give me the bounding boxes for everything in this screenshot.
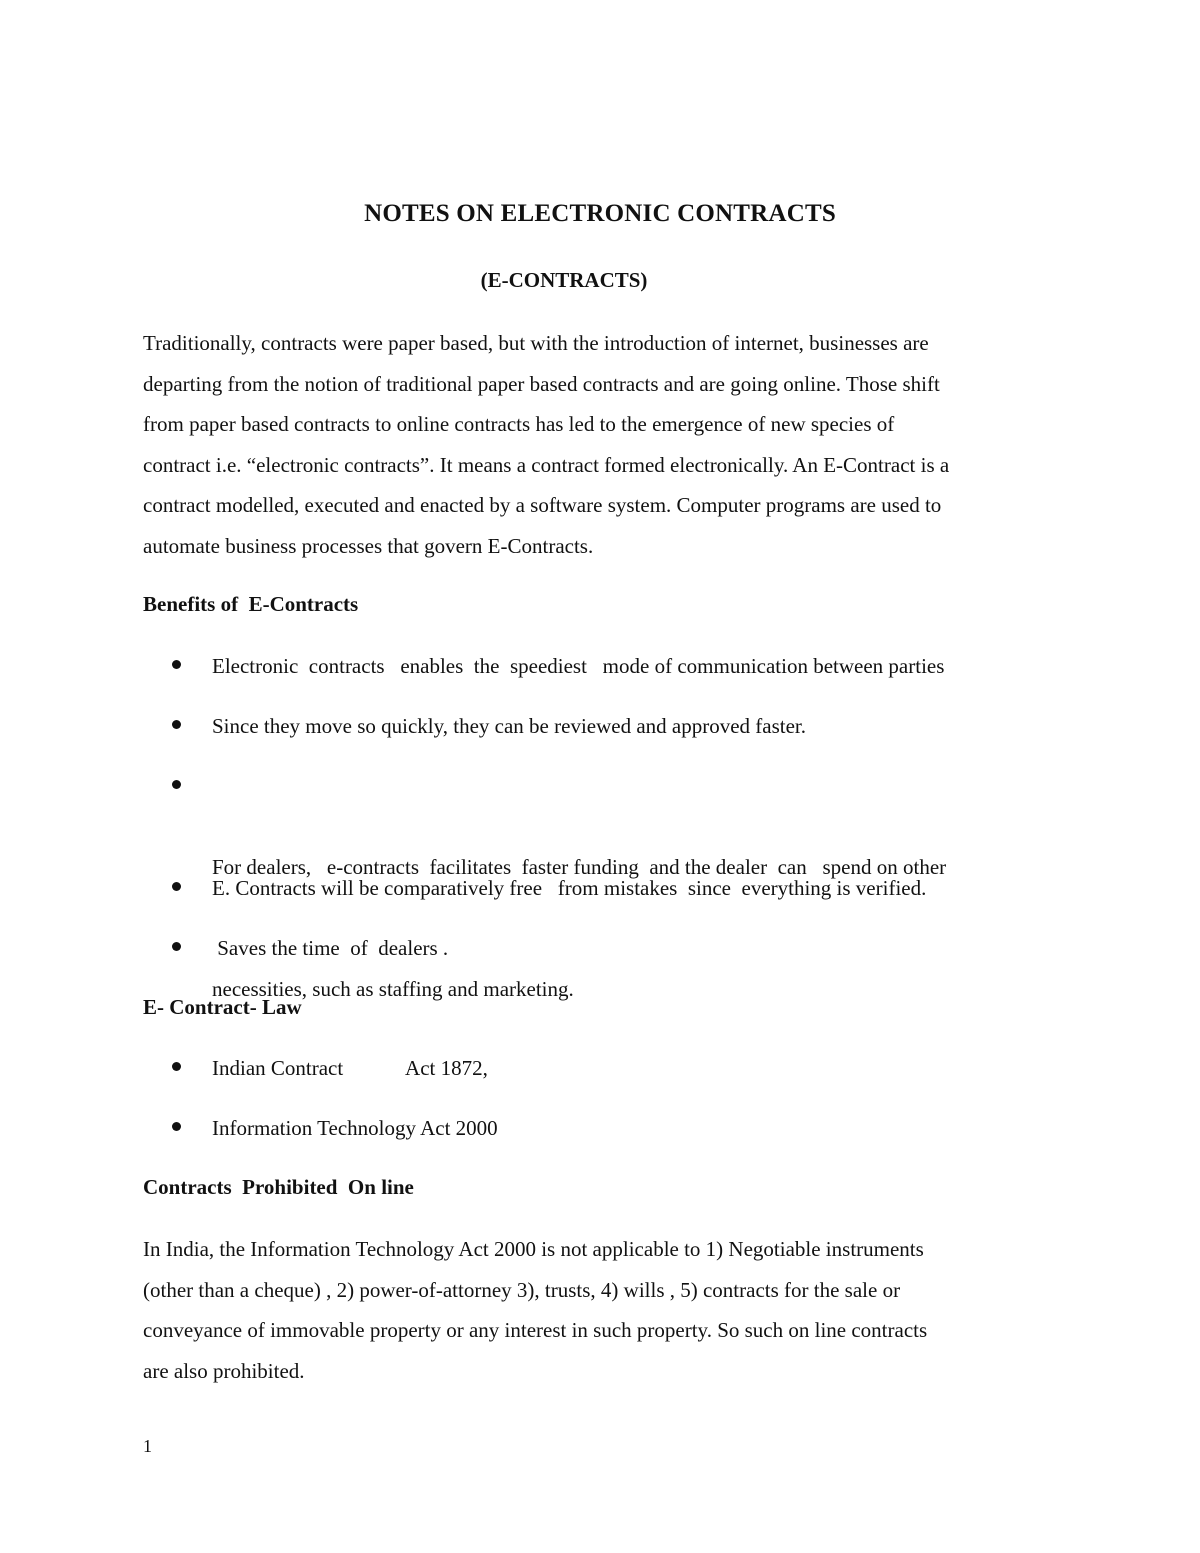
- prohibited-paragraph: [143, 1229, 1073, 1391]
- bullet-icon: [172, 660, 181, 669]
- bullet-icon: [172, 1122, 181, 1131]
- bullet-icon: [172, 942, 181, 951]
- bullet-icon: [172, 720, 181, 729]
- page-number: 1: [143, 1436, 152, 1456]
- intro-line: from paper based contracts to online contracts has led to the emergence of new species of: [143, 412, 895, 436]
- prohibited-heading: Contracts Prohibited On line: [143, 1175, 414, 1199]
- prohibited-line: (other than a cheque) , 2) power-of-attorney 3), trusts, 4) wills , 5) contracts for the sale or: [143, 1277, 901, 1302]
- bullet-icon: [172, 780, 181, 789]
- intro-line: contract i.e. “electronic contracts”. It means a contract formed electronically. An E-Contract is a: [143, 452, 950, 477]
- benefit-text: Electronic contracts enables the speediest mode of communication between parties: [212, 654, 945, 678]
- law-text: Information Technology Act 2000: [212, 1116, 498, 1140]
- document-title: NOTES ON ELECTRONIC CONTRACTS: [364, 200, 836, 227]
- prohibited-line: In India, the Information Technology Act 2000 is not applicable to 1) Negotiable instruments: [143, 1237, 924, 1261]
- intro-paragraph: [143, 323, 1073, 566]
- law-heading: E- Contract- Law: [143, 995, 302, 1019]
- benefits-heading: Benefits of E-Contracts: [143, 592, 359, 616]
- benefit-text: necessities, such as staffing and marketing.: [212, 976, 574, 1001]
- benefit-text: Since they move so quickly, they can be reviewed and approved faster.: [212, 714, 807, 738]
- law-text: Indian Contract Act 1872,: [212, 1056, 488, 1080]
- benefit-text: For dealers, e-contracts facilitates faster funding and the dealer can spend on other: [212, 855, 947, 879]
- intro-line: Traditionally, contracts were paper based, but with the introduction of internet, businesses are: [143, 331, 929, 355]
- intro-line: automate business processes that govern E-Contracts.: [143, 533, 594, 558]
- document-subtitle: (E-CONTRACTS): [480, 268, 648, 292]
- prohibited-line: conveyance of immovable property or any interest in such property. So such on line contracts: [143, 1318, 928, 1342]
- benefit-text: E. Contracts will be comparatively free from mistakes since everything is verified.: [212, 876, 927, 900]
- bullet-icon: [172, 882, 181, 891]
- prohibited-line: are also prohibited.: [143, 1358, 305, 1383]
- benefit-text: Saves the time of dealers .: [212, 936, 449, 960]
- bullet-icon: [172, 1062, 181, 1071]
- intro-line: contract modelled, executed and enacted by a software system. Computer programs are used to: [143, 493, 942, 517]
- intro-line: departing from the notion of traditional paper based contracts and are going online. Those shift: [143, 371, 940, 396]
